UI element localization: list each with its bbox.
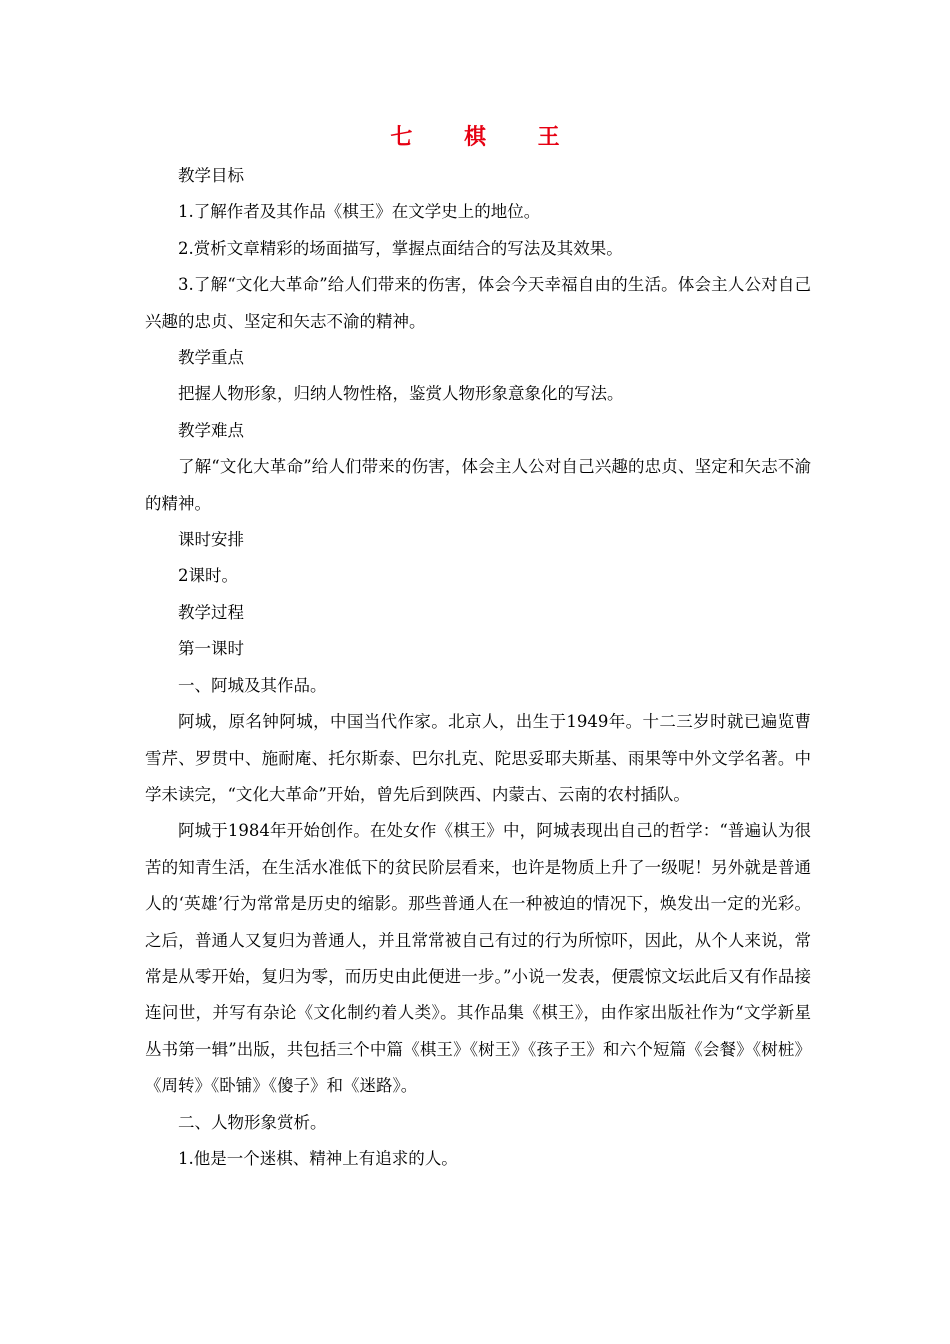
section-heading-key-points: 教学重点 xyxy=(178,348,244,368)
key-points-text: 把握人物形象，归纳人物性格，鉴赏人物形象意象化的写法。 xyxy=(178,384,624,404)
objective-item-2: 2.赏析文章精彩的场面描写，掌握点面结合的写法及其效果。 xyxy=(178,238,623,258)
section-heading-schedule: 课时安排 xyxy=(178,530,244,550)
part-heading-character: 二、人物形象赏析。 xyxy=(178,1112,327,1132)
section-heading-difficulties: 教学难点 xyxy=(178,420,244,440)
document-body xyxy=(145,158,811,1177)
lesson-heading-first: 第一课时 xyxy=(178,639,244,659)
author-works-paragraph: 阿城于1984年开始创作。在处女作《棋王》中，阿城表现出自己的哲学：“普遍认为很苦的知青生活，在生活水准低下的贫民阶层看来，也许是物质上升了一级呢！另外就是普通人的‘英雄’行为常常是历史的缩影。那些普通人在一种被迫的情况下，焕发出一定的光彩。之后，普通人又复归为普通人，并且常常被自己有过的行为所惊吓，因此，从个人来说，常常是从零开始，复归为零，而历史由此便进一步。”小说一发表，便震惊文坛此后又有作品接连问世，并写有杂论《文化制约着人类》。其作品集《棋王》，由作家出版社作为“文学新星丛书第一辑”出版，共包括三个中篇《棋王》《树王》《孩子王》和六个短篇《会餐》《树桩》《周转》《卧铺》《傻子》和《迷路》。 xyxy=(145,821,811,1096)
part-heading-author: 一、阿城及其作品。 xyxy=(178,675,327,695)
document-title: 七 棋 王 xyxy=(390,124,582,150)
objective-item-1: 1.了解作者及其作品《棋王》在文学史上的地位。 xyxy=(178,202,541,222)
objective-item-3: 3.了解“文化大革命”给人们带来的伤害，体会今天幸福自由的生活。体会主人公对自己兴趣的忠贞、坚定和矢志不渝的精神。 xyxy=(145,275,811,331)
character-point-1: 1.他是一个迷棋、精神上有追求的人。 xyxy=(178,1148,458,1168)
section-heading-process: 教学过程 xyxy=(178,602,244,622)
section-heading-objectives: 教学目标 xyxy=(178,166,244,185)
schedule-text: 2课时。 xyxy=(178,566,238,586)
difficulties-text: 了解“文化大革命”给人们带来的伤害，体会主人公对自己兴趣的忠贞、坚定和矢志不渝的精神。 xyxy=(145,457,811,513)
author-bio-paragraph: 阿城，原名钟阿城，中国当代作家。北京人，出生于1949年。十二三岁时就已遍览曹雪芹、罗贯中、施耐庵、托尔斯泰、巴尔扎克、陀思妥耶夫斯基、雨果等中外文学名著。中学未读完，“文化大革命”开始，曾先后到陕西、内蒙古、云南的农村插队。 xyxy=(145,712,811,804)
